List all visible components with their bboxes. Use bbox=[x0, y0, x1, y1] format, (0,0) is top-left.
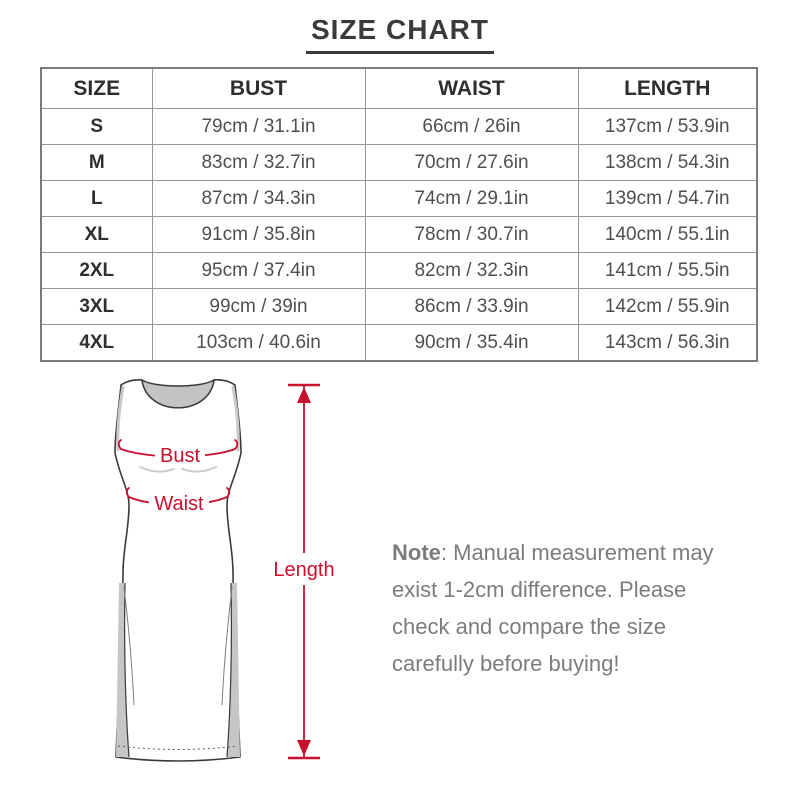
size-cell: XL bbox=[41, 217, 152, 253]
length-cell: 138cm / 54.3in bbox=[578, 145, 757, 181]
length-cell: 139cm / 54.7in bbox=[578, 181, 757, 217]
note-label: Note bbox=[392, 540, 441, 565]
note-line: Note: Manual measurement may bbox=[392, 540, 714, 565]
length-cell: 140cm / 55.1in bbox=[578, 217, 757, 253]
size-cell: 2XL bbox=[41, 253, 152, 289]
table-row bbox=[41, 325, 757, 362]
table-header-row bbox=[41, 68, 757, 109]
table-row bbox=[41, 253, 757, 289]
note-text bbox=[392, 534, 762, 682]
column-header-waist: WAIST bbox=[365, 68, 578, 109]
size-cell: M bbox=[41, 145, 152, 181]
length-arrow bbox=[273, 385, 334, 758]
table-row bbox=[41, 217, 757, 253]
waist-cell: 86cm / 33.9in bbox=[365, 289, 578, 325]
dress-measurement-diagram bbox=[85, 373, 335, 773]
size-cell: 3XL bbox=[41, 289, 152, 325]
bust-cell: 79cm / 31.1in bbox=[152, 109, 365, 145]
waist-label: Waist bbox=[154, 493, 204, 515]
note-line: carefully before buying! bbox=[392, 651, 620, 676]
waist-cell: 74cm / 29.1in bbox=[365, 181, 578, 217]
length-cell: 142cm / 55.9in bbox=[578, 289, 757, 325]
size-cell: L bbox=[41, 181, 152, 217]
table-row bbox=[41, 289, 757, 325]
page-title: SIZE CHART bbox=[306, 14, 494, 54]
column-header-length: LENGTH bbox=[578, 68, 757, 109]
bust-cell: 95cm / 37.4in bbox=[152, 253, 365, 289]
bust-cell: 83cm / 32.7in bbox=[152, 145, 365, 181]
bust-cell: 87cm / 34.3in bbox=[152, 181, 365, 217]
size-cell: S bbox=[41, 109, 152, 145]
length-label: Length bbox=[273, 559, 335, 581]
size-cell: 4XL bbox=[41, 325, 152, 362]
waist-cell: 90cm / 35.4in bbox=[365, 325, 578, 362]
page-header bbox=[0, 14, 800, 54]
note-line: check and compare the size bbox=[392, 614, 666, 639]
table-row bbox=[41, 181, 757, 217]
column-header-size: SIZE bbox=[41, 68, 152, 109]
bust-label: Bust bbox=[159, 445, 201, 467]
waist-cell: 70cm / 27.6in bbox=[365, 145, 578, 181]
length-cell: 143cm / 56.3in bbox=[578, 325, 757, 362]
waist-cell: 66cm / 26in bbox=[365, 109, 578, 145]
waist-cell: 78cm / 30.7in bbox=[365, 217, 578, 253]
column-header-bust: BUST bbox=[152, 68, 365, 109]
table-row bbox=[41, 109, 757, 145]
length-cell: 141cm / 55.5in bbox=[578, 253, 757, 289]
bust-cell: 91cm / 35.8in bbox=[152, 217, 365, 253]
table-row bbox=[41, 145, 757, 181]
waist-cell: 82cm / 32.3in bbox=[365, 253, 578, 289]
size-chart-table bbox=[40, 67, 758, 362]
note-line: exist 1-2cm difference. Please bbox=[392, 577, 687, 602]
bust-cell: 99cm / 39in bbox=[152, 289, 365, 325]
bust-cell: 103cm / 40.6in bbox=[152, 325, 365, 362]
length-cell: 137cm / 53.9in bbox=[578, 109, 757, 145]
